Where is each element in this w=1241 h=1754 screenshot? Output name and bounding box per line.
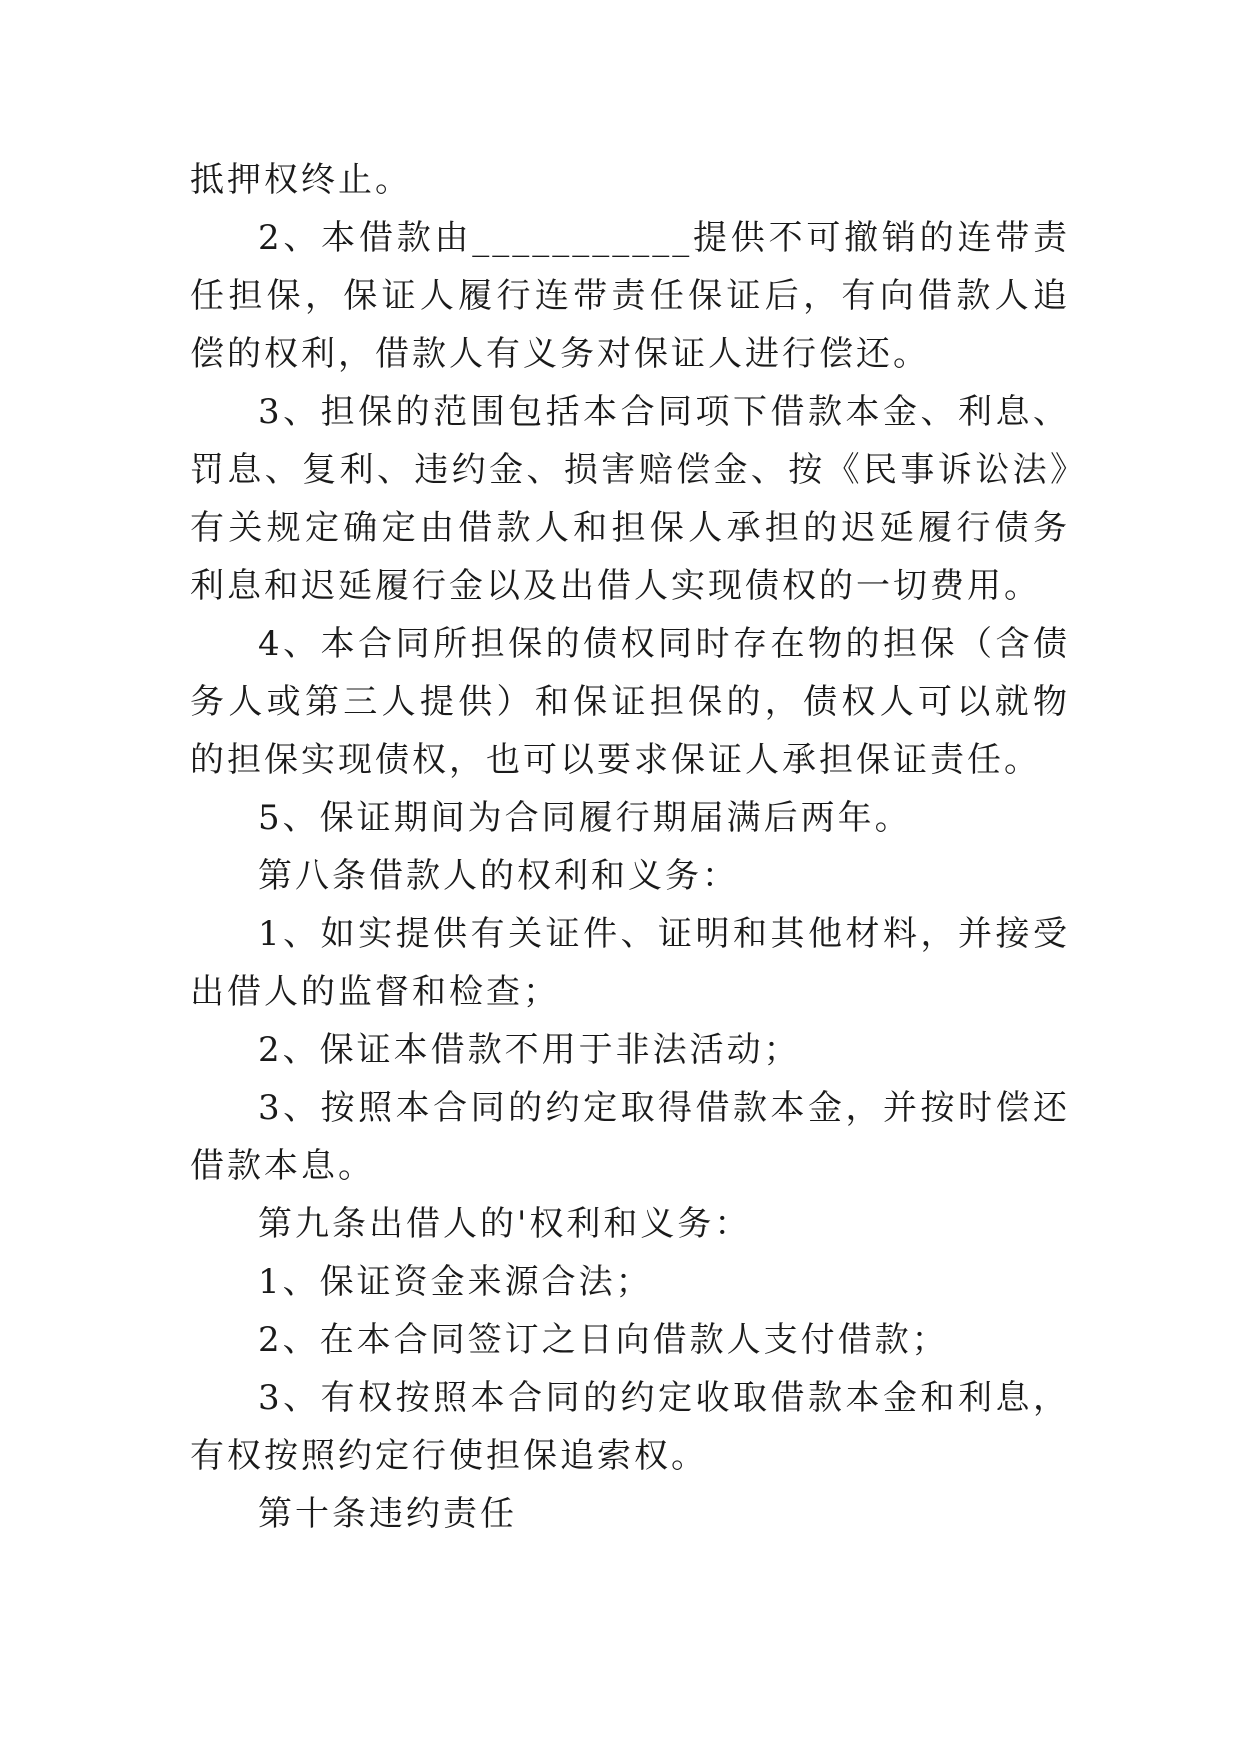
paragraph-guarantee-period: 5、保证期间为合同履行期届满后两年。 <box>258 798 912 838</box>
paragraph-lender-duty-2: 2、在本合同签订之日向借款人支付借款； <box>258 1320 949 1360</box>
paragraph-lender-duty-3: 3、有权按照本合同的约定收取借款本金和利息，有权按照约定行使担保追索权。 <box>190 1378 1070 1476</box>
document-body <box>190 151 1070 1543</box>
heading-article-10: 第十条违约责任 <box>258 1494 517 1534</box>
paragraph-guarantee-scope: 3、担保的范围包括本合同项下借款本金、利息、罚息、复利、违约金、损害赔偿金、按《民事诉讼法》有关规定确定由借款人和担保人承担的迟延履行债务利息和迟延履行金以及出借人实现债权的一切费用。 <box>190 392 1070 606</box>
paragraph-security-claims: 4、本合同所担保的债权同时存在物的担保（含债务人或第三人提供）和保证担保的，债权人可以就物的担保实现债权，也可以要求保证人承担保证责任。 <box>190 624 1070 780</box>
paragraph-guarantee-provider: 2、本借款由___________提供不可撤销的连带责任担保，保证人履行连带责任保证后，有向借款人追偿的权利，借款人有义务对保证人进行偿还。 <box>190 218 1070 374</box>
heading-article-9: 第九条出借人的'权利和义务： <box>258 1204 752 1244</box>
heading-article-8: 第八条借款人的权利和义务： <box>258 856 739 896</box>
paragraph-borrower-duty-1: 1、如实提供有关证件、证明和其他材料，并接受出借人的监督和检查； <box>190 914 1070 1012</box>
paragraph-borrower-duty-2: 2、保证本借款不用于非法活动； <box>258 1030 801 1070</box>
paragraph-mortgage-termination: 抵押权终止。 <box>190 160 412 200</box>
paragraph-borrower-duty-3: 3、按照本合同的约定取得借款本金，并按时偿还借款本息。 <box>190 1088 1070 1186</box>
paragraph-lender-duty-1: 1、保证资金来源合法； <box>258 1262 653 1302</box>
